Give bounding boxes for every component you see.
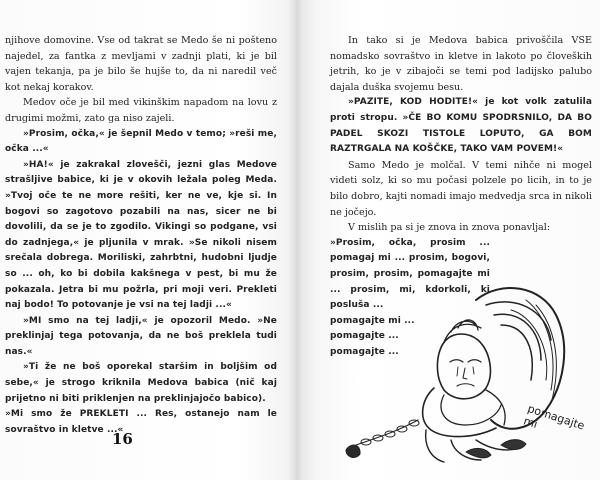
boy-crying-illustration xyxy=(326,270,600,480)
paragraph: »MI smo na tej ladji,« je opozoril Medo. »Ne preklinjaj tega potovanja, da ne boš preklela tudi nas.« xyxy=(5,315,277,357)
page-number: 16 xyxy=(112,430,133,448)
paragraph: pomagajte ... xyxy=(330,331,399,342)
paragraph: pomagajte ... xyxy=(330,346,399,357)
paragraph: Medov oče je bil med vikinškim napadom na lovu z drugimi možmi, zato ga niso zajeli. xyxy=(5,97,277,124)
paragraph: »Prosim, očka, prosim ... pomagaj mi ... prosim, bogovi, prosim, prosim, pomagajte mi ... prosim, mi, kdorkoli, ki posluša ... xyxy=(330,237,490,311)
illustration-caption: pomagajte mi xyxy=(521,402,587,433)
paragraph: In tako si je Medova babica privoščila VSE nomadsko sovraštvo in kletve in lakoto po človeških jetrih, ko je v zibajoči se temi pod ladijsko palubo dajala duška svojemu besu. xyxy=(330,35,592,93)
left-page xyxy=(0,0,296,480)
paragraph: »Prosim, očka,« je šepnil Medo v temo; »reši me, očka ...« xyxy=(5,128,277,155)
paragraph: »PAZITE, KOD HODITE!« je kot volk zatulila proti stropu. »ČE BO KOMU SPODRSNILO, DA BO PADEL SKOZI TISTOLE LOPUTO, GA BOM RAZTRGALA NA KOŠČKE, TAKO VAM POVEM!« xyxy=(330,97,592,155)
paragraph: »Ti že ne boš oporekal staršim in boljšim od sebe,« je strogo kriknila Medova babica (nič kaj prijetno ni biti priklenjen na preklinjajočo babico). xyxy=(5,362,277,404)
paragraph: Samo Medo je molčal. V temi nihče ni mogel videti solz, ki so mu počasi polzele po licih, in to je bilo dobro, kajti nomadi imajo medvedja srca in nikoli ne jočejo. xyxy=(330,159,592,218)
paragraph: njihove domovine. Vse od takrat se Medo še ni pošteno najedel, za fantka z mevljami v zadnji plati, ki je bil vajen tekanja, pa je bilo še hujše to, da ni naredil več kot nekaj korakov. xyxy=(5,35,277,93)
paragraph: pomagajte mi ... xyxy=(330,315,415,326)
paragraph: »HA!« je zakrakal zlovešči, jezni glas Medove strašljive babice, ki je v okovih ležala poleg Meda. »Tvoj oče te ne more rešiti, ker ne ve, kje si. In bogovi so zagotovo pozabili na nas, sicer ne bi dovolili, da se je to zgodilo. Vikingi so podgane, vsi do zadnjega,« je pljunila v mrak. »Se nikoli nisem srečala dobrega. Moriliski, zahrbtni, hudobni ljudje so ... oh, ko bi dobila kakšnega v pest, bi mu že pokazala. Jetra bi mu požrla, pri moji veri. Prekleti naj bodo! To potovanje je vsi na tej ladji ...« xyxy=(5,159,277,311)
paragraph: »Mi smo že PREKLETI ... Res, ostanejo nam le sovraštvo in kletve ...« xyxy=(5,409,277,435)
paragraph: V mislih pa si je znova in znova ponavljal: xyxy=(348,222,551,234)
left-page-text xyxy=(5,33,277,438)
